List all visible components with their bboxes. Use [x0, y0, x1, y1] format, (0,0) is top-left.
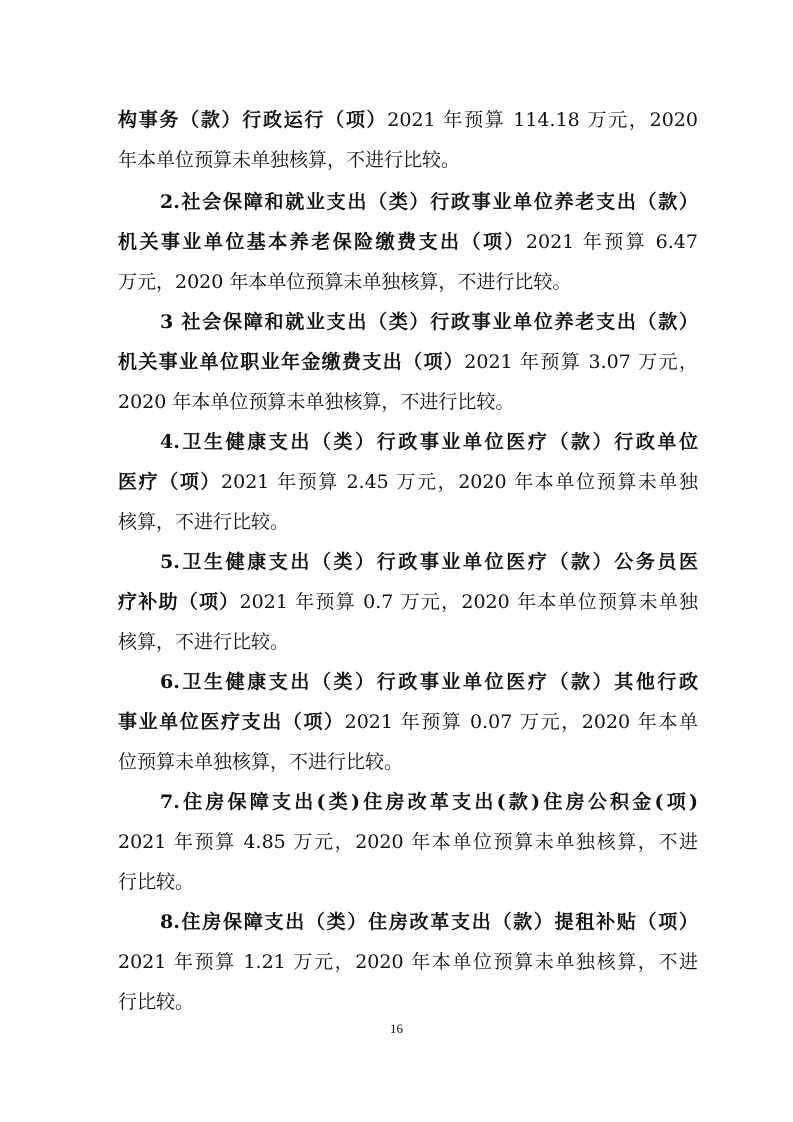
- body-text: 2021 年预算 6.47: [525, 231, 698, 253]
- bold-text: 机关事业单位职业年金缴费支出（项）: [118, 351, 465, 373]
- text-line: [160, 542, 698, 582]
- item-heading: 5.卫生健康支出（类）行政事业单位医疗（款）公务员医: [160, 551, 698, 573]
- text-line: [118, 222, 698, 262]
- text-line: [160, 902, 698, 942]
- body-text: 2021 年预算 1.21 万元，2020 年本单位预算未单独核算，不进: [118, 951, 698, 973]
- text-line: [118, 382, 698, 422]
- item-heading: 4.卫生健康支出（类）行政事业单位医疗（款）行政单位: [160, 431, 698, 453]
- text-line: [118, 100, 698, 140]
- bold-text: 疗补助（项）: [118, 591, 240, 613]
- page-number: 16: [390, 1021, 403, 1036]
- body-text: 行比较。: [118, 991, 195, 1013]
- text-line: [118, 822, 698, 862]
- bold-text: 构事务（款）行政运行（项）: [118, 109, 388, 131]
- text-line: [160, 662, 698, 702]
- body-text: 位预算未单独核算，不进行比较。: [118, 751, 404, 773]
- bold-text: 事业单位医疗支出（项）: [118, 711, 345, 733]
- text-line: [118, 742, 698, 782]
- body-text: 年本单位预算未单独核算，不进行比较。: [118, 149, 461, 171]
- body-text: 核算，不进行比较。: [118, 631, 290, 653]
- body-text: 行比较。: [118, 871, 195, 893]
- text-line: [118, 582, 698, 622]
- item-heading: 2.社会保障和就业支出（类）行政事业单位养老支出（款）: [160, 191, 698, 213]
- body-text: 2021 年预算 3.07 万元，: [464, 351, 698, 373]
- text-line: [118, 262, 698, 302]
- text-line: [160, 422, 698, 462]
- body-text: 2021 年预算 114.18 万元，2020: [387, 109, 698, 131]
- text-line: [118, 342, 698, 382]
- body-text: 2021 年预算 4.85 万元，2020 年本单位预算未单独核算，不进: [118, 831, 698, 853]
- body-text: 2021 年预算 2.45 万元，2020 年本单位预算未单独: [221, 471, 698, 493]
- item-heading: 8.住房保障支出（类）住房改革支出（款）提租补贴（项）: [160, 911, 698, 933]
- body-text: 2021 年预算 0.07 万元，2020 年本单: [344, 711, 698, 733]
- text-line: [118, 462, 698, 502]
- text-line: [160, 782, 698, 822]
- text-line: [160, 302, 698, 342]
- bold-text: 医疗（项）: [118, 471, 222, 493]
- item-heading: 3 社会保障和就业支出（类）行政事业单位养老支出（款）: [160, 311, 698, 333]
- text-line: [160, 182, 698, 222]
- bold-text: 机关事业单位基本养老保险缴费支出（项）: [118, 231, 526, 253]
- body-text: 2021 年预算 0.7 万元，2020 年本单位预算未单独: [239, 591, 698, 613]
- text-line: [118, 862, 698, 902]
- body-text: 核算，不进行比较。: [118, 511, 290, 533]
- text-line: [118, 942, 698, 982]
- item-heading: 6.卫生健康支出（类）行政事业单位医疗（款）其他行政: [160, 671, 698, 693]
- text-line: [118, 140, 698, 180]
- body-text: 万元，2020 年本单位预算未单独核算，不进行比较。: [118, 271, 572, 293]
- body-text: 2020 年本单位预算未单独核算，不进行比较。: [118, 391, 515, 413]
- text-line: [118, 622, 698, 662]
- text-line: [118, 982, 698, 1022]
- text-line: [118, 502, 698, 542]
- item-heading: 7.住房保障支出(类)住房改革支出(款)住房公积金(项): [160, 791, 698, 813]
- text-line: [118, 702, 698, 742]
